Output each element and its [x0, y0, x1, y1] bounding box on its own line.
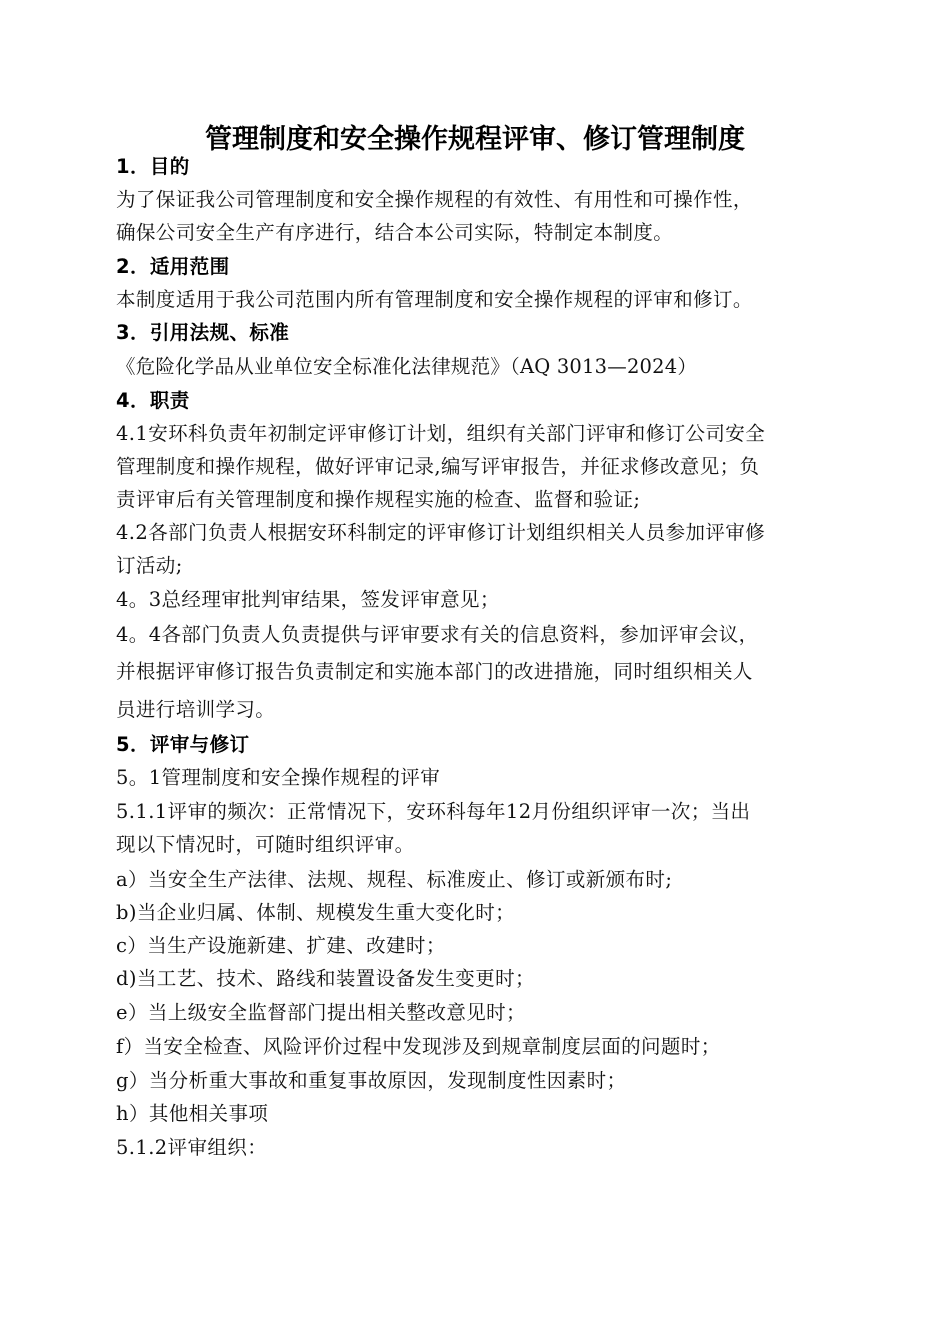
paragraph-line: 5。1管理制度和安全操作规程的评审 — [116, 766, 441, 789]
paragraph-line: 并根据评审修订报告负责制定和实施本部门的改进措施，同时组织相关人 — [116, 660, 753, 683]
paragraph-line: 4。3总经理审批判审结果，签发评审意见； — [116, 588, 500, 611]
paragraph-line: 4.2各部门负责人根据安环科制定的评审修订计划组织相关人员参加评审修 — [116, 521, 766, 544]
reference-line: 《危险化学品从业单位安全标准化法律规范》（AQ 3013—2024） — [116, 355, 698, 378]
paragraph-line: 员进行培训学习。 — [116, 698, 276, 721]
section-heading-purpose: 1．目的 — [116, 155, 190, 178]
paragraph-line: 责评审后有关管理制度和操作规程实施的检查、监督和验证; — [116, 488, 641, 511]
list-item: e）当上级安全监督部门提出相关整改意见时； — [116, 1001, 526, 1024]
list-item: g）当分析重大事故和重复事故原因，发现制度性因素时； — [116, 1069, 627, 1092]
document-title: 管理制度和安全操作规程评审、修订管理制度 — [205, 124, 745, 155]
paragraph-line: 4.1安环科负责年初制定评审修订计划，组织有关部门评审和修订公司安全 — [116, 422, 766, 445]
paragraph-line: 为了保证我公司管理制度和安全操作规程的有效性、有用性和可操作性， — [116, 188, 753, 211]
list-item: c）当生产设施新建、扩建、改建时； — [116, 934, 446, 957]
section-heading-responsibilities: 4．职责 — [116, 389, 190, 412]
section-heading-scope: 2．适用范围 — [116, 255, 230, 278]
paragraph-line: 5.1.2评审组织： — [116, 1136, 268, 1159]
paragraph-line: 本制度适用于我公司范围内所有管理制度和安全操作规程的评审和修订。 — [116, 288, 753, 311]
section-heading-references: 3．引用法规、标准 — [116, 321, 290, 344]
section-heading-review-revision: 5．评审与修订 — [116, 733, 250, 756]
paragraph-line: 管理制度和操作规程，做好评审记录,编写评审报告，并征求修改意见；负 — [116, 455, 760, 478]
list-item: a）当安全生产法律、法规、规程、标准废止、修订或新颁布时; — [116, 868, 673, 891]
list-item: f）当安全检查、风险评价过程中发现涉及到规章制度层面的问题时； — [116, 1035, 721, 1058]
paragraph-line: 订活动; — [116, 554, 183, 577]
paragraph-line: 确保公司安全生产有序进行，结合本公司实际，特制定本制度。 — [116, 221, 674, 244]
paragraph-line: 现以下情况时，可随时组织评审。 — [116, 833, 415, 856]
paragraph-line: 4。4各部门负责人负责提供与评审要求有关的信息资料，参加评审会议， — [116, 623, 759, 646]
list-item: h）其他相关事项 — [116, 1102, 269, 1125]
paragraph-line: 5.1.1评审的频次：正常情况下，安环科每年12月份组织评审一次；当出 — [116, 800, 751, 823]
list-item: d)当工艺、技术、路线和装置设备发生变更时； — [116, 967, 535, 990]
list-item: b)当企业归属、体制、规模发生重大变化时； — [116, 901, 515, 924]
